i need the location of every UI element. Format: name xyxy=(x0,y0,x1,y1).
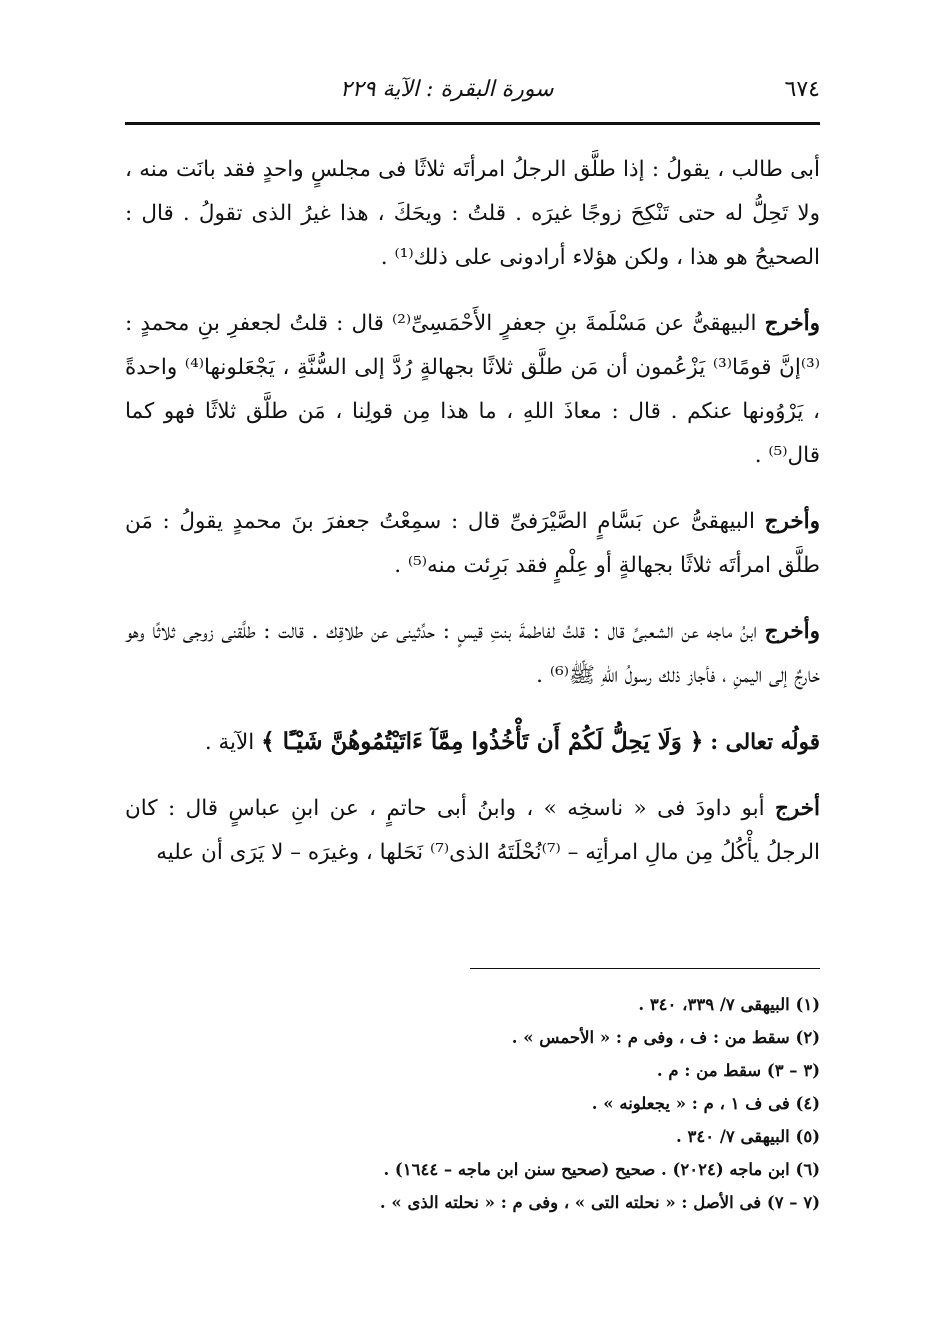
quran-verse: ﴿ وَلَا يَحِلُّ لَكُمْ أَن تَأْخُذُوا مِمَّآ ءَاتَيْتُمُوهُنَّ شَيْـًٔا ﴾ xyxy=(261,728,704,755)
paragraph-6 xyxy=(125,787,820,875)
footnotes xyxy=(125,988,820,1219)
footnote-7: (٧ – ٧) فى الأصل : « نحلته التى » ، وفى م : « نحلته الذى » . xyxy=(379,1193,820,1212)
footnote-4: (٤) فى ف ١ ، م : « يجعلونه » . xyxy=(591,1094,820,1113)
verse-heading xyxy=(125,720,820,765)
main-text xyxy=(125,148,820,897)
running-title: سورة البقرة : الآية ٢٢٩ xyxy=(340,77,554,102)
paragraph-text: البيهقىُّ عن بَسَّامٍ الصَّيْرَفىِّ قال : سمِعْتُ جعفرَ بنَ محمدٍ يقولُ : مَن طلَّق امرأتَه ثلاثًا بجهالةٍ أو عِلْمٍ فقد بَرِئت منه⁽⁵⁾ . xyxy=(125,509,820,578)
verse-tail: الآية . xyxy=(204,730,255,755)
paragraph-text: البيهقىُّ عن مَسْلَمةَ بنِ جعفرٍ الأَحْمَسِىِّ⁽²⁾ قال : قلتُ لجعفرِ بنِ محمدٍ : ⁽³⁾إنَّ قومًا⁽³⁾ يَزْعُمون أن مَن طلَّق ثلاثًا بجهالةٍ رُدَّ إلى السُّنَّةِ ، يَجْعَلونها⁽⁴⁾ واحدةً ، يَرْوُونها عنكم . قال : معاذَ اللهِ ، ما هذا مِن قولِنا ، مَن طلَّق ثلاثًا فهو كما قال⁽⁵⁾ . xyxy=(125,311,821,468)
paragraph-lead: أخرج xyxy=(774,796,820,821)
footnote-1: (١) البيهقى ٧/ ٣٣٩، ٣٤٠ . xyxy=(638,995,820,1014)
footnote-2: (٢) سقط من : ف ، وفى م : « الأحمس » . xyxy=(511,1028,820,1047)
footnote-6: (٦) ابن ماجه (٢٠٢٤) . صحيح (صحيح سنن ابن ماجه – ١٦٤٤) . xyxy=(383,1160,820,1179)
paragraph-lead: وأخرج xyxy=(764,311,820,336)
footnote-rule xyxy=(470,968,820,969)
paragraph-4 xyxy=(125,610,820,698)
paragraph-lead: وأخرج xyxy=(764,619,821,644)
header-rule xyxy=(125,122,820,125)
verse-lead: قولُه تعالى : xyxy=(710,730,820,755)
paragraph-2 xyxy=(125,302,820,478)
footnote-5: (٥) البيهقى ٧/ ٣٤٠ . xyxy=(675,1127,820,1146)
page-number: ٦٧٤ xyxy=(784,77,820,102)
paragraph-text: أبو داودَ فى « ناسخِه » ، وابنُ أبى حاتمٍ ، عن ابنِ عباسٍ قال : كان الرجلُ يأْكُلُ مِن مالِ امرأتِه – ⁽⁷⁾نُحْلَتَهُ الذى⁽⁷⁾ نَحَلها ، وغيرَه – لا يَرَى أن عليه xyxy=(125,796,820,865)
paragraph-3 xyxy=(125,500,820,588)
footnote-3: (٣ – ٣) سقط من : م . xyxy=(656,1061,820,1080)
paragraph-1: أبى طالب ، يقولُ : إذا طلَّق الرجلُ امرأتَه ثلاثًا فى مجلسٍ واحدٍ فقد بانَت منه ، ولا تَحِلُّ له حتى تَنْكِحَ زوجًا غيرَه . قلتُ : ويحَكَ ، هذا غيرُ الذى تقولُ . قال : الصحيحُ هو هذا ، ولكن هؤلاء أرادونى على ذلك⁽¹⁾ . xyxy=(125,157,820,270)
page-header xyxy=(125,70,820,110)
paragraph-text: ابنُ ماجه عن الشعبىِّ قال : قلتُ لفاطمةَ بنتِ قيسٍ : حدِّثينى عن طلاقِك . قالت : طلَّقنى زوجى ثلاثًا وهو خارجٌ إلى اليمنِ ، فأجاز ذلك رسولُ اللهِ ﷺ⁽⁶⁾ . xyxy=(125,619,820,688)
paragraph-lead: وأخرج xyxy=(764,509,820,534)
